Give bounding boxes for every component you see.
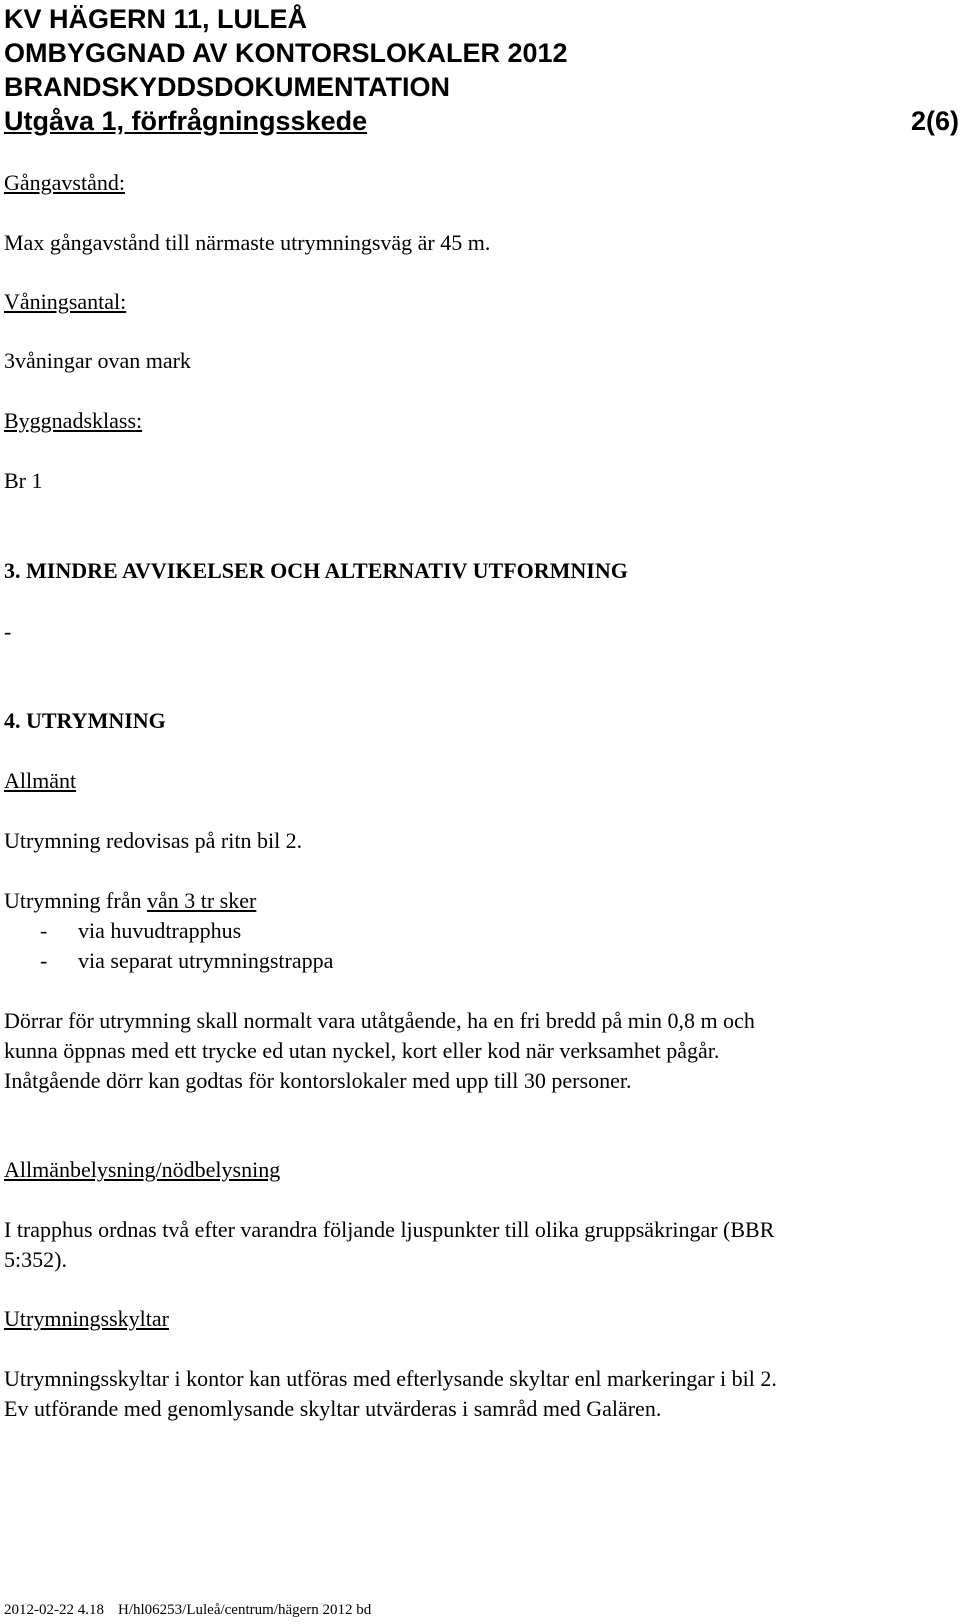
gangavstand-label: Gångavstånd: (4, 170, 125, 195)
footer-path: H/hl06253/Luleå/centrum/hägern 2012 bd (118, 1602, 372, 1618)
belysning-label: Allmänbelysning/nödbelysning (4, 1157, 281, 1182)
header-document-type: BRANDSKYDDSDOKUMENTATION (4, 72, 450, 102)
utrymning-intro: Utrymning från (4, 888, 147, 913)
footer (4, 1601, 371, 1619)
byggnadsklass-label: Byggnadsklass: (4, 408, 143, 433)
header-edition-row (4, 104, 959, 138)
list-item: - via separat utrymningstrappa (40, 948, 334, 973)
allmant-label: Allmänt (4, 768, 77, 793)
vaningsantal-label: Våningsantal: (4, 289, 127, 314)
list-item: - via huvudtrapphus (40, 918, 242, 943)
gangavstand-text: Max gångavstånd till närmaste utrymningsväg är 45 m. (4, 230, 491, 255)
dorrar-line-2: kunna öppnas med ett trycke ed utan nyckel, kort eller kod när verksamhet pågår. (4, 1038, 720, 1063)
belysning-line-2: 5:352). (4, 1247, 67, 1272)
utrymning-floor: vån 3 tr sker (146, 888, 257, 913)
dorrar-line-1: Dörrar för utrymning skall normalt vara utåtgående, ha en fri bredd på min 0,8 m och (4, 1008, 755, 1033)
dorrar-line-3: Inåtgående dörr kan godtas för kontorslokaler med upp till 30 personer. (4, 1068, 632, 1093)
byggnadsklass-text: Br 1 (4, 468, 43, 493)
section4-heading: 4. UTRYMNING (4, 708, 166, 733)
footer-datetime: 2012-02-22 4.18 (4, 1602, 104, 1618)
skyltar-label: Utrymningsskyltar (4, 1306, 169, 1331)
allmant-text: Utrymning redovisas på ritn bil 2. (4, 828, 303, 853)
utrymning-line (4, 886, 256, 916)
header-edition: Utgåva 1, förfrågningsskede (4, 106, 368, 136)
vaningsantal-text: 3våningar ovan mark (4, 348, 191, 373)
belysning-line-1: I trapphus ordnas två efter varandra följande ljuspunkter till olika gruppsäkringar (BBR (4, 1217, 775, 1242)
section3-heading: 3. MINDRE AVVIKELSER OCH ALTERNATIV UTFORMNING (4, 558, 628, 583)
page-number: 2(6) (910, 106, 959, 136)
header-title: KV HÄGERN 11, LULEÅ (4, 4, 308, 34)
section3-text: - (4, 619, 12, 644)
skyltar-line-2: Ev utförande med genomlysande skyltar utvärderas i samråd med Galären. (4, 1396, 662, 1421)
skyltar-line-1: Utrymningsskyltar i kontor kan utföras med efterlysande skyltar enl markeringar i bil 2. (4, 1366, 777, 1391)
header-project: OMBYGGNAD AV KONTORSLOKALER 2012 (4, 38, 568, 68)
